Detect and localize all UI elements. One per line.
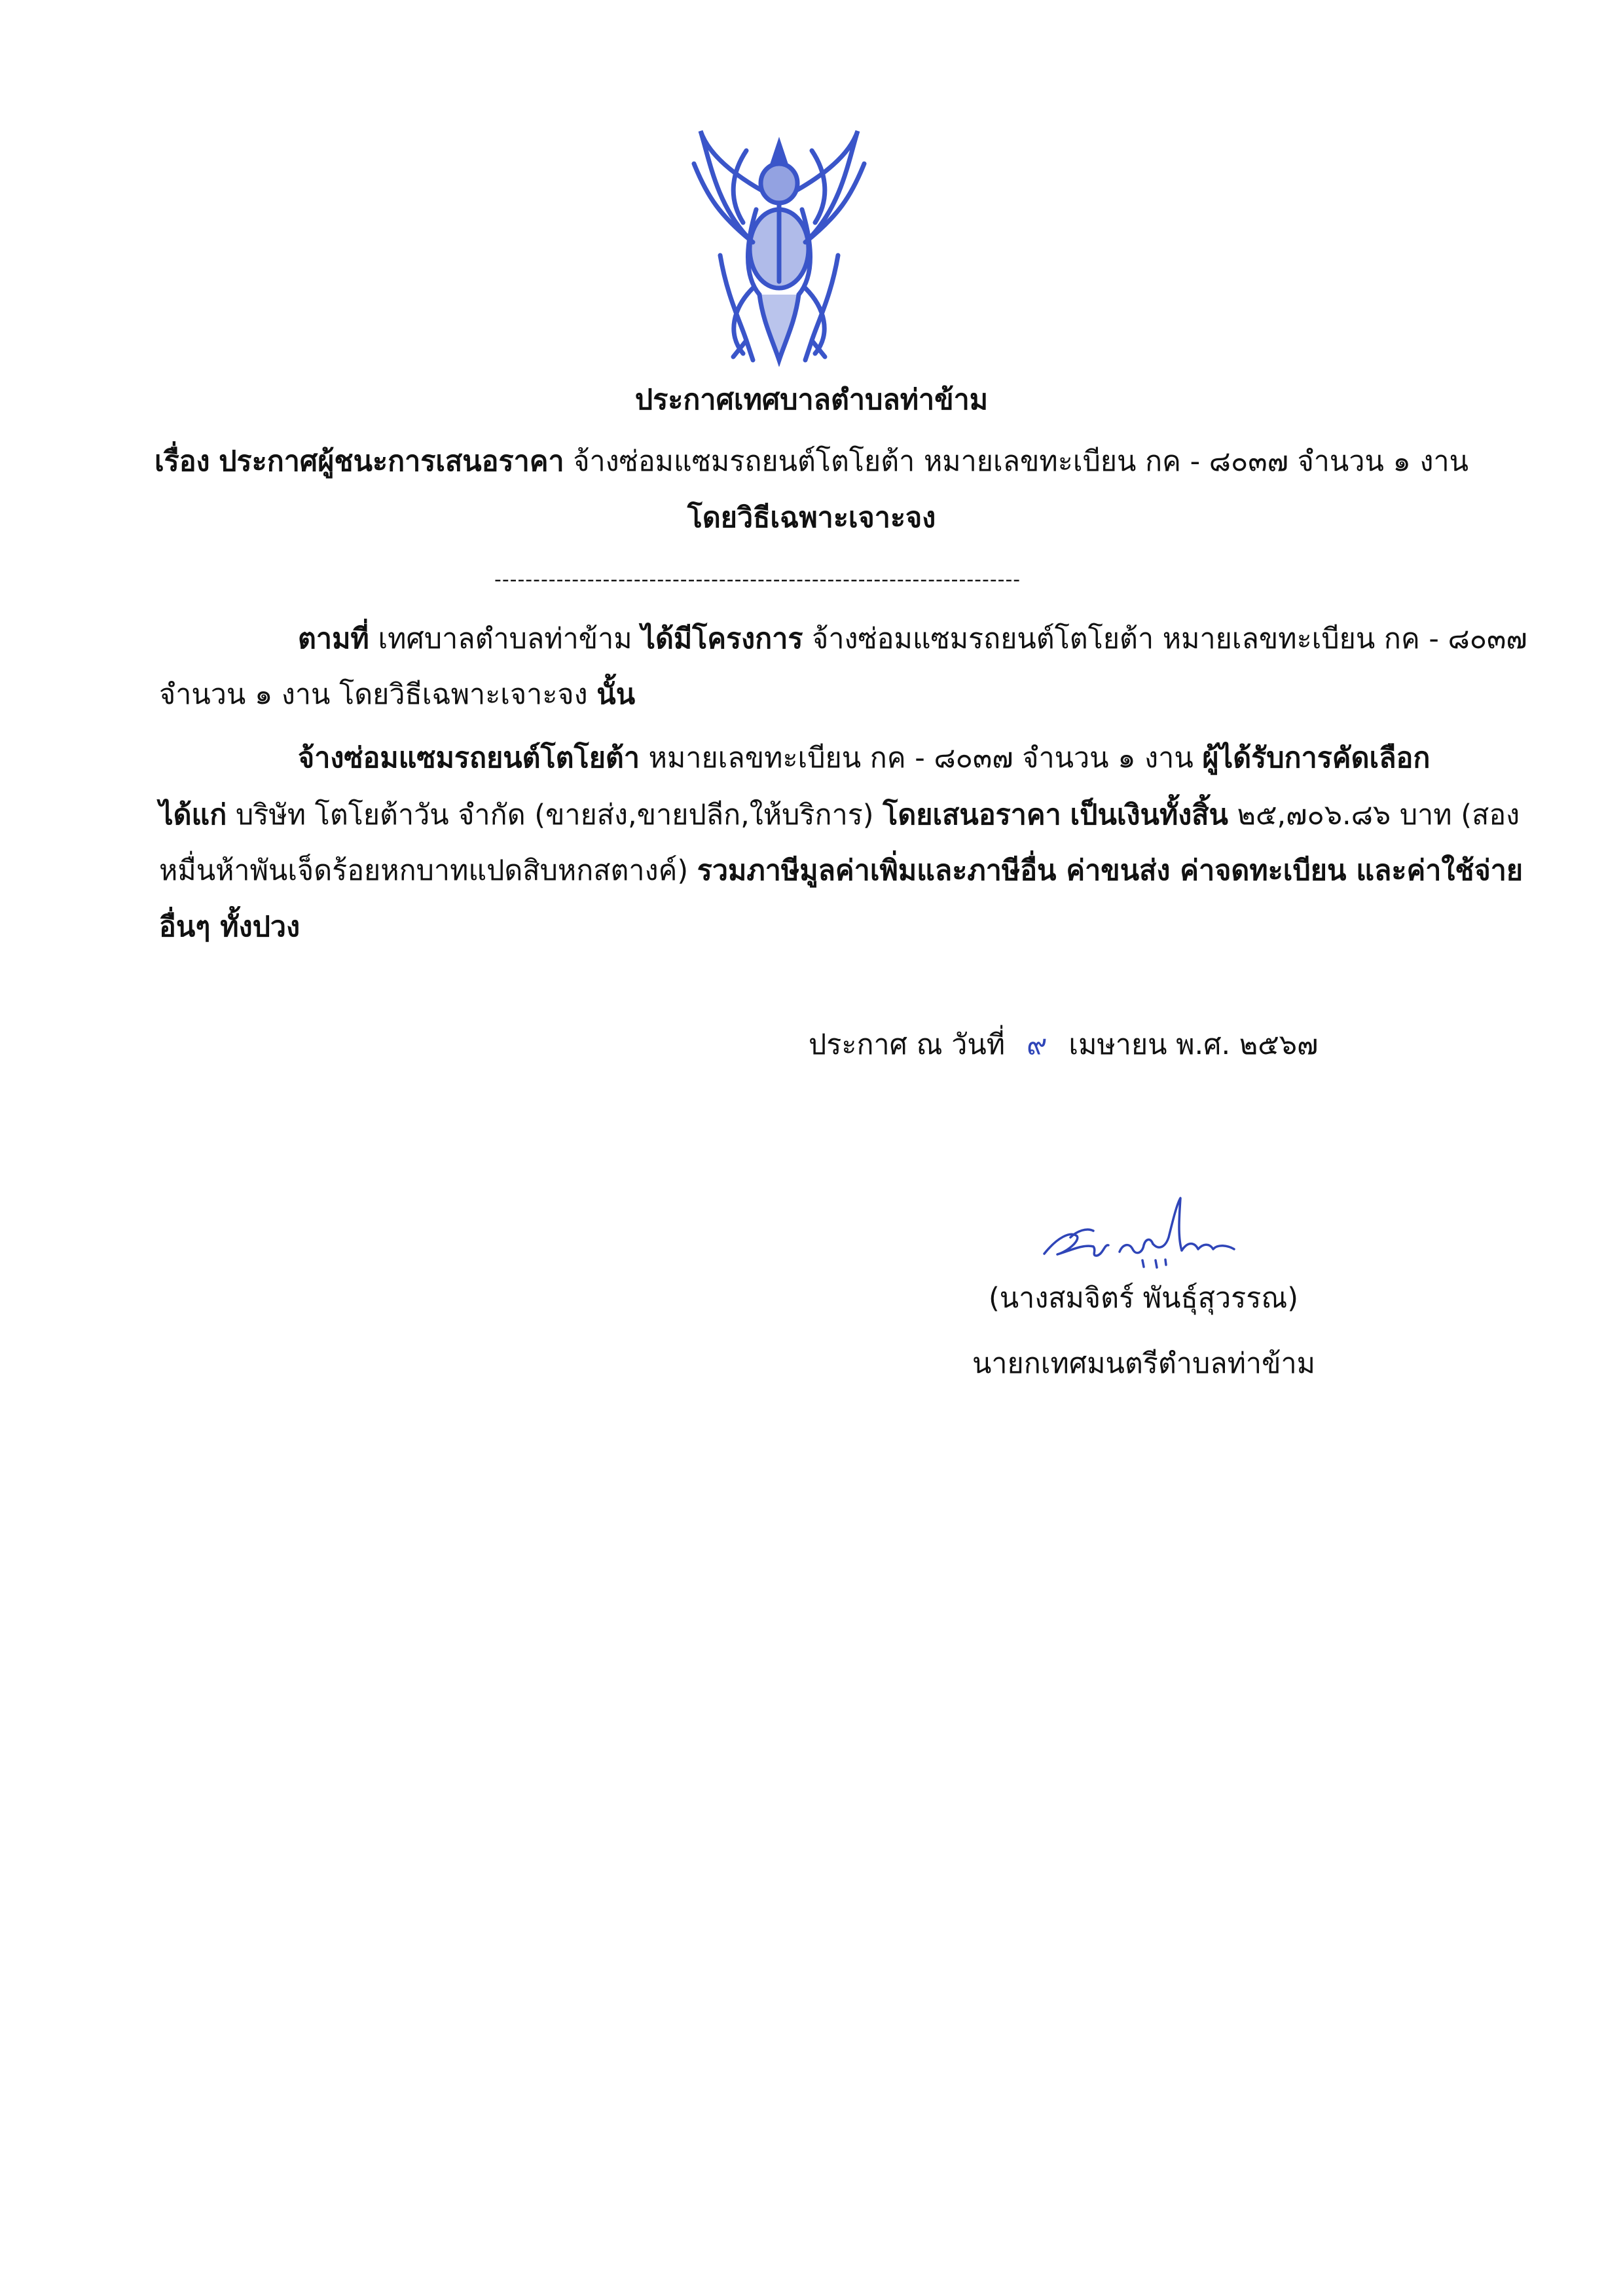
separator-line: -------------------------------------------------------------------- bbox=[494, 568, 1021, 591]
p2-line2-bold-2: โดยเสนอราคา bbox=[883, 799, 1061, 831]
p1-line2-text: จำนวน ๑ งาน โดยวิธีเฉพาะเจาะจง bbox=[159, 678, 588, 711]
p2-line3-text: หมื่นห้าพันเจ็ดร้อยหกบาทแปดสิบหกสตางค์) bbox=[159, 854, 689, 887]
p1-bold-1: ตามที่ bbox=[298, 623, 369, 655]
p2-line1-text: หมายเลขทะเบียน กค - ๘๐๓๗ จำนวน ๑ งาน bbox=[648, 742, 1194, 774]
paragraph-2-line-1 bbox=[298, 740, 1430, 776]
subject-line bbox=[0, 443, 1623, 480]
p1-bold-2: ได้มีโครงการ bbox=[641, 623, 803, 655]
date-prefix: ประกาศ ณ วันที่ bbox=[809, 1029, 1006, 1061]
paragraph-1-line-2 bbox=[159, 676, 635, 713]
subject-bold: ประกาศผู้ชนะการเสนอราคา bbox=[219, 445, 564, 478]
p2-line2-text-2: ๒๕,๗๐๖.๘๖ บาท (สอง bbox=[1237, 799, 1520, 831]
announcement-title: ประกาศเทศบาลตำบลท่าข้าม bbox=[634, 384, 989, 416]
paragraph-2-line-2 bbox=[159, 797, 1520, 833]
subject-rest: จ้างซ่อมแซมรถยนต์โตโยต้า หมายเลขทะเบียน กค - ๘๐๓๗ จำนวน ๑ งาน bbox=[573, 445, 1469, 478]
announcement-date bbox=[809, 1027, 1318, 1063]
handwritten-signature bbox=[1031, 1192, 1280, 1280]
date-month-year: เมษายน พ.ศ. ๒๕๖๗ bbox=[1068, 1029, 1319, 1061]
date-day: ๙ bbox=[1027, 1029, 1048, 1061]
p2-line3-bold: รวมภาษีมูลค่าเพิ่มและภาษีอื่น ค่าขนส่ง ค่าจดทะเบียน และค่าใช้จ่าย bbox=[697, 854, 1523, 887]
paragraph-1-line-1 bbox=[298, 621, 1527, 657]
p2-line2-bold-1: ได้แก่ bbox=[159, 799, 227, 831]
p2-line2-text-1: บริษัท โตโยต้าวัน จำกัด (ขายส่ง,ขายปลีก,ให้บริการ) bbox=[235, 799, 874, 831]
p1-text-2: จ้างซ่อมแซมรถยนต์โตโยต้า หมายเลขทะเบียน กค - ๘๐๓๗ bbox=[812, 623, 1527, 655]
paragraph-2-line-4: อื่นๆ ทั้งปวง bbox=[159, 911, 301, 943]
p2-line1-bold-1: จ้างซ่อมแซมรถยนต์โตโยต้า bbox=[298, 742, 640, 774]
subject-label: เรื่อง bbox=[154, 445, 210, 478]
p1-line2-bold: นั้น bbox=[596, 678, 636, 711]
paragraph-2-line-3 bbox=[159, 852, 1523, 889]
p1-text-1: เทศบาลตำบลท่าข้าม bbox=[378, 623, 632, 655]
procurement-method: โดยวิธีเฉพาะเจาะจง bbox=[687, 501, 936, 534]
signatory-position: นายกเทศมนตรีตำบลท่าข้าม bbox=[972, 1347, 1315, 1380]
garuda-emblem bbox=[681, 124, 877, 367]
p2-line1-bold-2: ผู้ได้รับการคัดเลือก bbox=[1202, 742, 1431, 774]
p2-line2-bold-3: เป็นเงินทั้งสิ้น bbox=[1070, 799, 1228, 831]
signatory-name: (นางสมจิตร์ พันธุ์สุวรรณ) bbox=[989, 1282, 1299, 1315]
